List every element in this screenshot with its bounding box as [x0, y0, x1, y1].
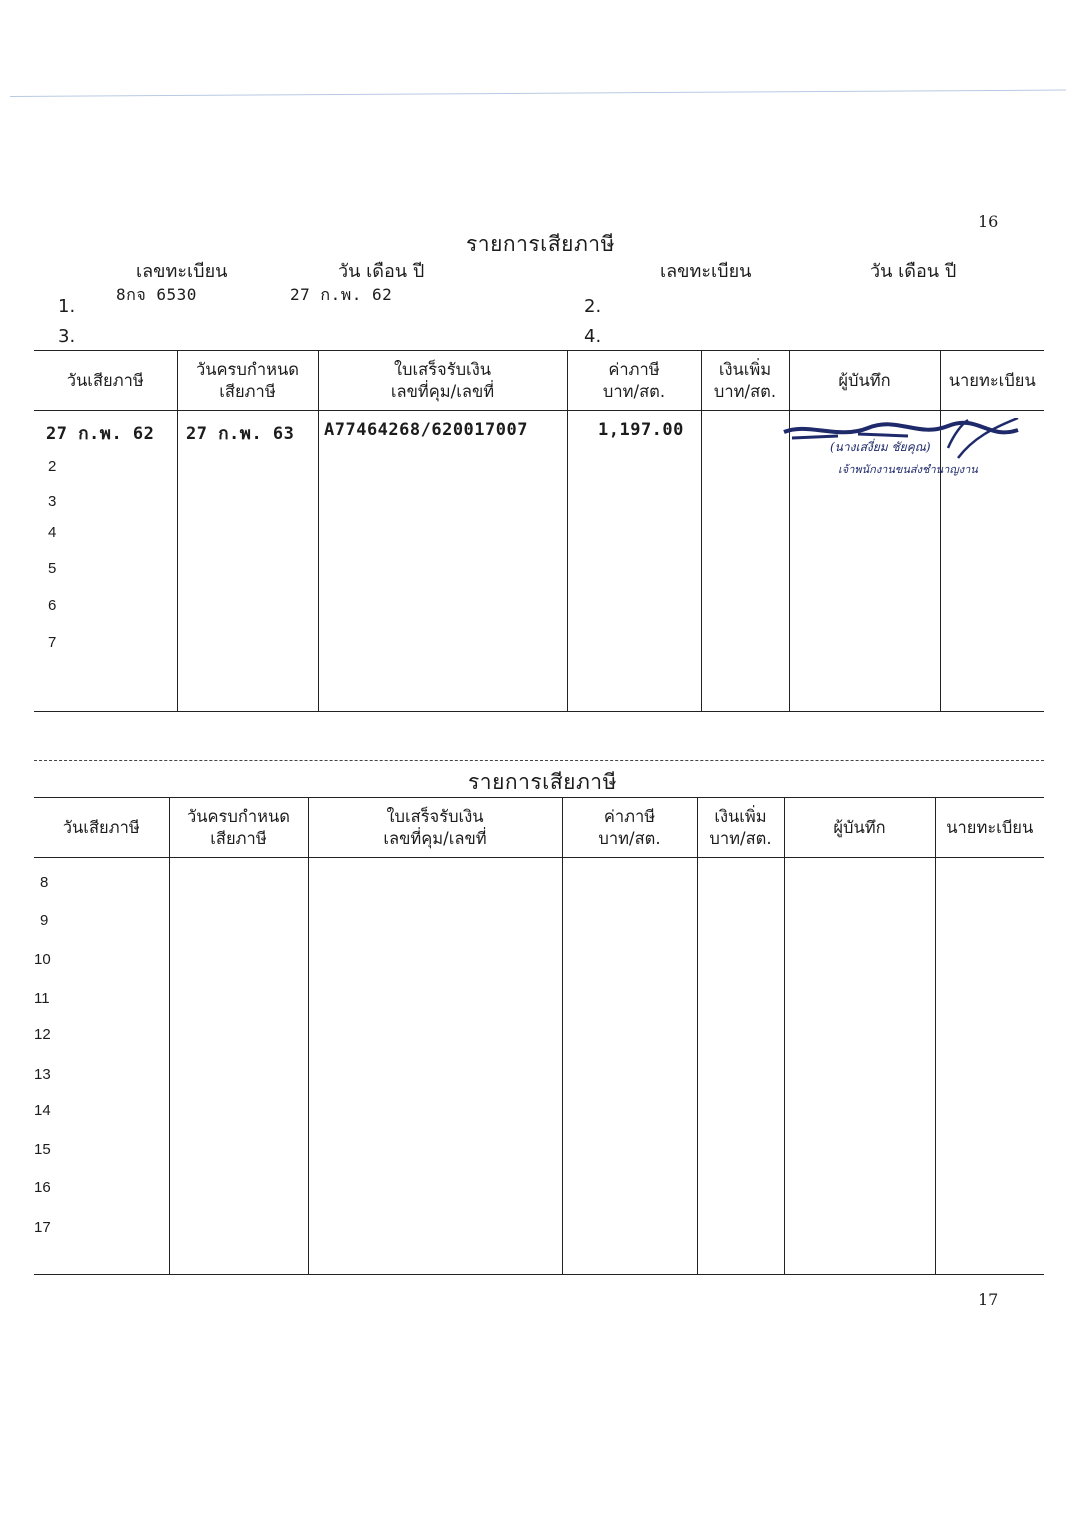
- row1-pay-date: 27 ก.พ. 62: [46, 424, 155, 444]
- t2-row-10: 10: [34, 951, 51, 968]
- table1-header-row: [34, 351, 1044, 411]
- lower-title: รายการเสียภาษี: [468, 770, 617, 794]
- upper-title: รายการเสียภาษี: [466, 232, 615, 256]
- t2-row-13: 13: [34, 1066, 51, 1083]
- section-separator: [34, 760, 1044, 761]
- t2-row-9: 9: [40, 912, 49, 929]
- th2-tax: ค่าภาษี บาท/สต.: [562, 798, 697, 858]
- row1-due-date: 27 ก.พ. 63: [186, 424, 295, 444]
- th2-registrar: นายทะเบียน: [935, 798, 1044, 858]
- t1-row-5: 5: [48, 560, 57, 577]
- th-due-date: วันครบกำหนด เสียภาษี: [177, 351, 318, 411]
- th2-receipt: ใบเสร็จรับเงิน เลขที่คุม/เลขที่: [308, 798, 562, 858]
- t2-row-17: 17: [34, 1219, 51, 1236]
- row1-tax: 1,197.00: [598, 420, 684, 440]
- th-tax: ค่าภาษี บาท/สต.: [567, 351, 701, 411]
- t2-row-14: 14: [34, 1102, 51, 1119]
- signature-scribble: [778, 418, 1048, 498]
- t1-row-2: 2: [48, 458, 57, 475]
- th2-surcharge: เงินเพิ่ม บาท/สต.: [697, 798, 784, 858]
- th-surcharge: เงินเพิ่ม บาท/สต.: [701, 351, 789, 411]
- entry-1-reg: 8กจ 6530: [116, 285, 197, 304]
- entry-4-label: 4.: [584, 326, 602, 347]
- t1-row-7: 7: [48, 634, 57, 651]
- table2-body: [34, 858, 1044, 1275]
- entry-1-label: 1.: [58, 296, 76, 317]
- tax-table-2: [34, 797, 1044, 1275]
- t1-row-3: 3: [48, 493, 57, 510]
- table2-header-row: [34, 798, 1044, 858]
- scan-top-rule: [10, 90, 1066, 97]
- t2-row-12: 12: [34, 1026, 51, 1043]
- tax-table-1: [34, 350, 1044, 712]
- date-header-right: วัน เดือน ปี: [870, 261, 957, 282]
- t2-row-11: 11: [34, 990, 50, 1007]
- t1-row-4: 4: [48, 524, 57, 541]
- th-recorder: ผู้บันทึก: [789, 351, 940, 411]
- t2-row-16: 16: [34, 1179, 51, 1196]
- th2-recorder: ผู้บันทึก: [784, 798, 935, 858]
- reg-header-right: เลขทะเบียน: [660, 261, 752, 282]
- t2-row-15: 15: [34, 1141, 51, 1158]
- t2-row-8: 8: [40, 874, 49, 891]
- t1-row-6: 6: [48, 597, 57, 614]
- entry-2-label: 2.: [584, 296, 602, 317]
- th-pay-date: วันเสียภาษี: [34, 351, 177, 411]
- date-header-left: วัน เดือน ปี: [338, 261, 425, 282]
- page-number-top: 16: [978, 212, 999, 231]
- entry-1-date: 27 ก.พ. 62: [290, 285, 393, 304]
- th2-pay-date: วันเสียภาษี: [34, 798, 169, 858]
- stamp-name: (นางเสงี่ยม ชัยคุณ): [830, 440, 931, 454]
- th-receipt: ใบเสร็จรับเงิน เลขที่คุม/เลขที่: [318, 351, 567, 411]
- th-registrar: นายทะเบียน: [940, 351, 1044, 411]
- signature-stamp: [778, 418, 1048, 498]
- th2-due-date: วันครบกำหนด เสียภาษี: [169, 798, 308, 858]
- stamp-position: เจ้าพนักงานขนส่งชำนาญงาน: [838, 463, 978, 476]
- page-number-bottom: 17: [978, 1290, 999, 1309]
- row1-receipt: A77464268/620017007: [324, 420, 528, 440]
- entry-3-label: 3.: [58, 326, 76, 347]
- reg-header-left: เลขทะเบียน: [136, 261, 228, 282]
